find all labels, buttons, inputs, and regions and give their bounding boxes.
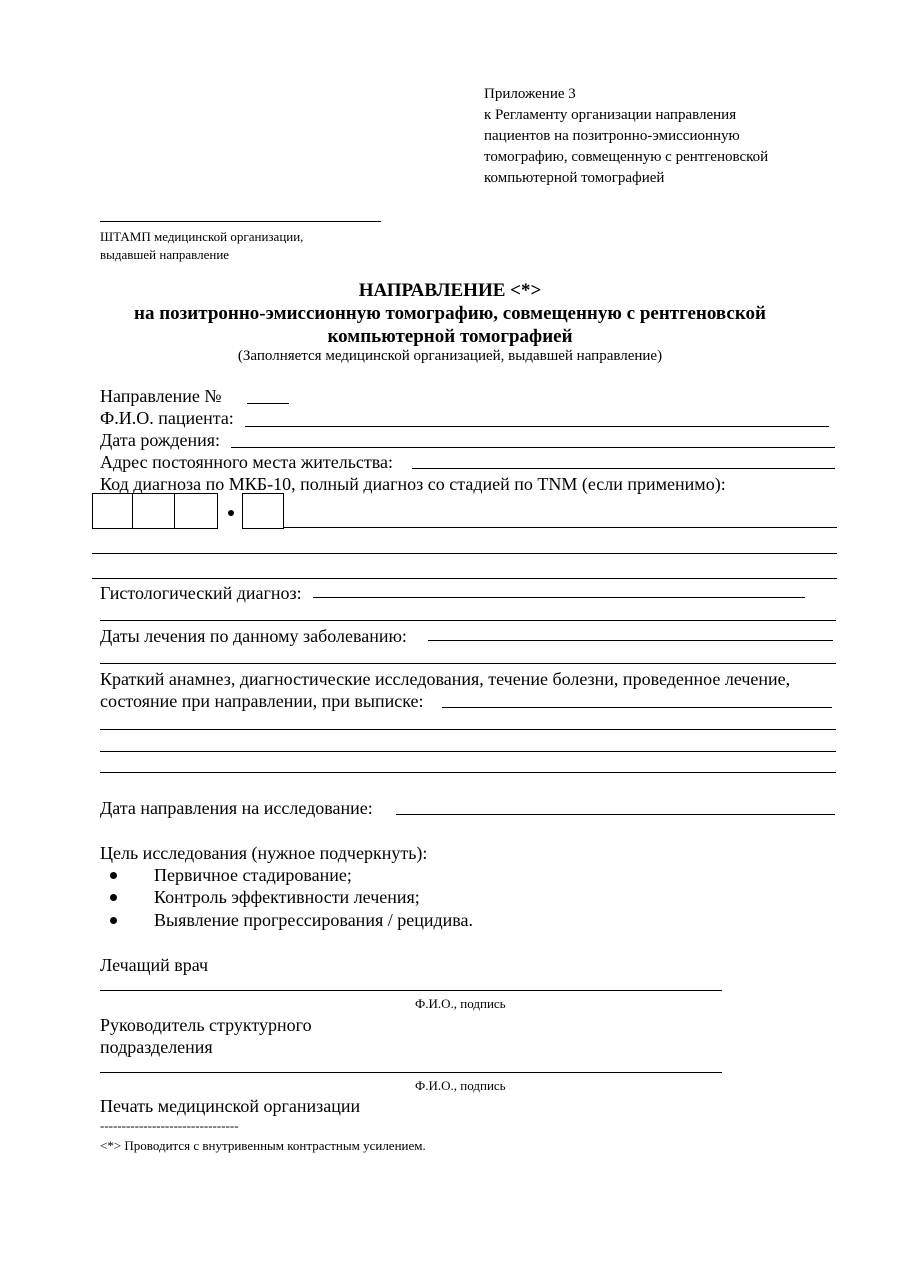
document-subtitle: компьютерной томографией [327,326,573,347]
icd-code-box[interactable] [132,493,175,529]
diagnosis-field[interactable] [92,578,837,579]
diagnosis-field[interactable] [284,527,837,528]
diagnosis-field[interactable] [92,553,837,554]
icd-code-box[interactable] [174,493,218,529]
referral-date-field[interactable] [396,814,835,815]
anamnesis-label: Краткий анамнез, диагностические исследования, течение болезни, проведенное лечение, [100,669,791,689]
patient-name-label: Ф.И.О. пациента: [100,408,234,428]
signature-caption: Ф.И.О., подпись [415,996,506,1011]
referral-date-label: Дата направления на исследование: [100,798,373,818]
attending-doctor-label: Лечащий врач [100,955,209,975]
histology-label: Гистологический диагноз: [100,583,302,603]
bullet-icon [110,894,117,901]
address-label: Адрес постоянного места жительства: [100,452,394,472]
address-field[interactable] [412,468,835,469]
attending-doctor-signature-field[interactable] [100,990,722,991]
department-head-signature-field[interactable] [100,1072,722,1073]
anamnesis-field[interactable] [100,729,836,730]
appendix-line: пациентов на позитронно-эмиссионную [484,128,740,144]
treatment-dates-field[interactable] [428,640,833,641]
document-title: НАПРАВЛЕНИЕ <*> [358,280,542,301]
stamp-caption-line: ШТАМП медицинской организации, [100,229,304,244]
appendix-line: компьютерной томографией [484,170,665,186]
bullet-icon [110,917,117,924]
document-subtitle: на позитронно-эмиссионную томографию, совмещенную с рентгеновской [134,303,766,324]
signature-caption: Ф.И.О., подпись [415,1078,506,1093]
footnote-separator: -------------------------------- [100,1118,239,1133]
anamnesis-field[interactable] [100,772,836,773]
birth-date-field[interactable] [231,447,835,448]
anamnesis-label: состояние при направлении, при выписке: [100,691,424,711]
footnote-text: <*> Проводится с внутривенным контрастным усилением. [100,1138,426,1153]
appendix-block [484,84,864,189]
appendix-line: томографию, совмещенную с рентгеновской [484,149,769,165]
purpose-item[interactable]: Первичное стадирование; [154,865,352,885]
fill-instruction: (Заполняется медицинской организацией, выдавшей направление) [237,348,663,364]
stamp-line [100,221,381,222]
icd-code-label: Код диагноза по МКБ-10, полный диагноз со стадией по TNM (если применимо): [100,474,726,494]
icd-code-separator-dot [228,510,234,516]
appendix-line: к Регламенту организации направления [484,107,737,123]
purpose-heading: Цель исследования (нужное подчеркнуть): [100,843,428,863]
patient-name-field[interactable] [245,426,829,427]
icd-code-box[interactable] [242,493,284,529]
anamnesis-field[interactable] [442,707,832,708]
histology-field[interactable] [313,597,805,598]
treatment-dates-label: Даты лечения по данному заболеванию: [100,626,407,646]
purpose-item[interactable]: Контроль эффективности лечения; [154,887,420,907]
department-head-label: подразделения [100,1037,213,1057]
histology-field[interactable] [100,620,836,621]
referral-number-label: Направление № [100,386,222,406]
treatment-dates-field[interactable] [100,663,836,664]
birth-date-label: Дата рождения: [100,430,221,450]
anamnesis-field[interactable] [100,751,836,752]
stamp-caption [100,228,303,264]
icd-code-box[interactable] [92,493,133,529]
department-head-label: Руководитель структурного [100,1015,312,1035]
seal-label: Печать медицинской организации [100,1096,361,1116]
bullet-icon [110,872,117,879]
purpose-item[interactable]: Выявление прогрессирования / рецидива. [154,910,474,930]
stamp-caption-line: выдавшей направление [100,247,230,262]
referral-number-field[interactable] [247,403,289,404]
appendix-line: Приложение 3 [484,86,576,102]
